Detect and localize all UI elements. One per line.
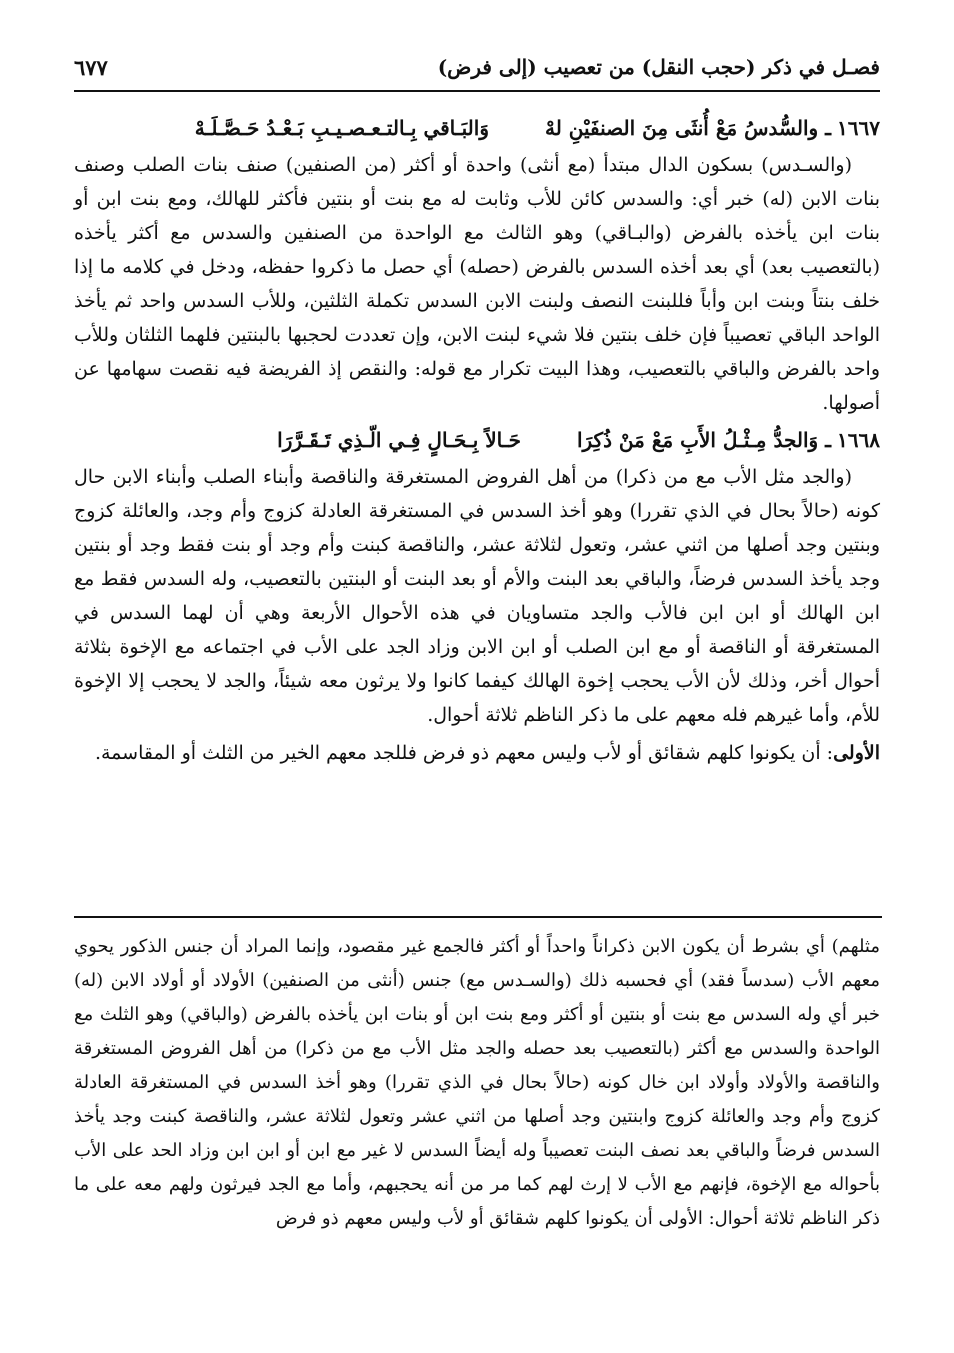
verse-hemistich-second: حَـالاً بِـحَـالٍ فِـي الّـذِي تَـقَـرَّرَا — [277, 428, 521, 452]
footnote-block — [74, 930, 880, 1236]
case-text: : أن يكونوا كلهم شقائق أو لأب وليس معهم ذو فرض فللجد معهم الخير من الثلث أو المقاسمة. — [94, 742, 834, 764]
verse-hemistich-first: ـ وَالجدُّ مِـثْـلُ الأَبِ مَعْ مَنْ ذُكِرَا — [576, 428, 832, 452]
verse-hemistich-second: وَالبَـاقي بِـالتـعـصـيـبِ بَـعْـدُ حَـصَّـلَـهْ — [194, 116, 489, 140]
verse-number: ١٦٦٨ — [837, 428, 880, 452]
running-header — [74, 44, 880, 92]
verse-number: ١٦٦٧ — [837, 116, 880, 140]
verse-line — [74, 420, 880, 460]
commentary-paragraph: (والجد مثل الأب مع من ذكرا) من أهل الفروض المستغرقة والناقصة وأبناء الصلب وأبناء الابن حال كونه (حالاً بحال في الذي تقررا) وهو أخذ السدس في المستغرقة العادلة كزوج وأم وجد، والعائلة كزوج وبنتين وجد أصلها من اثني عشر، وتعول لثلاثة عشر، والناقصة كبنت وأم وجد أو بنت فقط وجد أو بنتين وجد يأخذ السدس فرضاً، والباقي بعد البنت والأم أو بعد البنت أو البنتين بالتعصيب، وله السدس فقط مع ابن الهالك أو ابن ابن فالأب والجد متساويان في هذه الأحوال الأربعة وهي أن لهما السدس في المستغرقة أو الناقصة أو مع ابن الصلب أو ابن الابن وزاد الجد على الأب في اجتماعه مع الإخوة بثلاثة أحوال أخر، وذلك لأن الأب يحجب إخوة الهالك كيفما كانوا ولا يرثون معه شيئاً، والجد لا يحجب إلا الإخوة للأم، وأما غيرهم فله معهم على ما ذكر الناظم ثلاثة أحوال. — [74, 466, 880, 726]
verse-line — [74, 108, 880, 148]
main-text — [74, 108, 880, 770]
footnote-separator — [74, 916, 882, 918]
footnote-text: مثلهم) أي بشرط أن يكون الابن ذكراناً واحداً أو أكثر فالجمع غير مقصود، وإنما المراد أن جنس الذكور يحوي معهم الأب (سدساً فقد) أي فحسبه ذلك (والسـدس مع) جنس (أنثى من الصنفين) الأولاد أو أولاد الابن (له) خبر أي وله السدس مع بنت أو بنتين أو أكثر ومع بنت ابن أو بنات ابن يأخذه بالفرض (والباقي) وهو الثلث مع الواحدة والسدس مع أكثر (بالتعصيب بعد حصله والجد مثل الأب مع من ذكرا) من أهل الفروض المستغرقة والناقصة والأولاد وأولاد ابن خال كونه (حالاً بحال في الذي تقررا) وهو أخذ السدس في المستغرقة العادلة كزوج وأم وجد والعائلة كزوج وابنتين وجد أصلها من اثني عشر وتعول لثلاثة عشر، والناقصة كبنت وجد يأخذ السدس فرضاً والباقي بعد نصف البنت تعصيباً وله أيضاً السدس لا غير مع ابن أو ابن ابن وزاد الحد على الأب بأحواله مع الإخوة، فإنهم مع الأب لا إرث لهم كما مر من أنه يحجبهم، وأما مع الجد فيرثون ولهم معه على ما ذكر الناظم ثلاثة أحوال: الأولى أن يكونوا كلهم شقائق أو لأب وليس معهم ذو فرض — [74, 936, 880, 1229]
verse-hemistich-first: ـ والسُّدسُ مَعْ أُنثَى مِنَ الصنفَيْنِ لهْ — [544, 116, 832, 140]
running-title: فصـل في ذكر (حجب النقل) من تعصيب (إلى فرض) — [437, 55, 880, 79]
commentary-paragraph — [74, 736, 880, 770]
commentary-paragraph: (والسـدس) بسكون الدال مبتدأ (مع أنثى) واحدة أو أكثر (من الصنفين) صنف بنات الصلب وصنف بنات الابن (له) خبر أي: والسدس كائن للأب وثابت له مع بنت أو بنتين فأكثر للهالك، ومع بنت ابن أو بنات ابن يأخذه بالفرض (والبـاقي) وهو الثالث مع الواحدة من الصنفين والسدس مع أكثر يأخذه (بالتعصيب بعد) أي بعد أخذه السدس بالفرض (حصله) أي حصل ما ذكروا حفظه، ودخل في كلامه ما إذا خلف بنتاً وبنت ابن وأباً فللبنت النصف ولبنت الابن السدس تكملة الثلثين، وللأب السدس واحد ثم يأخذ الواحد الباقي تعصيباً فإن خلف بنتين فلا شيء لبنت الابن، وإن تعددت لحجبها بالبنتين فلهما الثلثان وللأب واحد بالفرض والباقي بالتعصيب، وهذا البيت تكرار مع قوله: والنقص إذ الفريضة فيه نقصت سهامها عن أصولها. — [74, 154, 880, 414]
case-label: الأولى — [833, 742, 880, 764]
page-number: ٦٧٧ — [74, 54, 108, 80]
